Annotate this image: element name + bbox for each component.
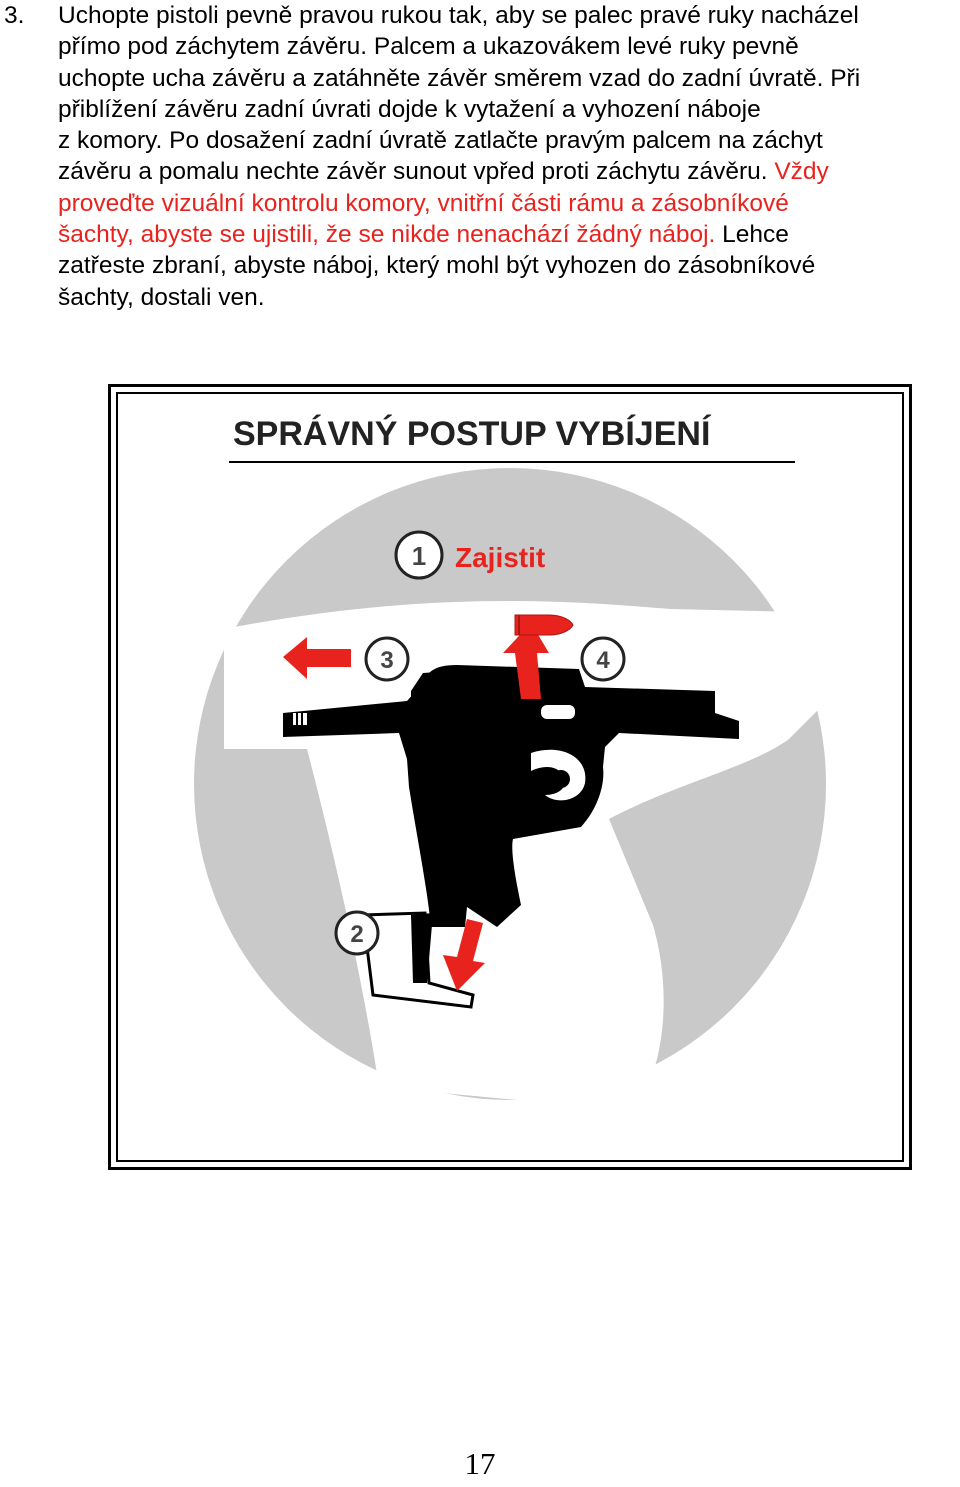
paragraph-text: Uchopte pistoli pevně pravou rukou tak, aby se palec pravé ruky nacházel bbox=[58, 2, 859, 29]
paragraph-text: z komory. Po dosažení zadní úvratě zatlačte pravým palcem na záchyt bbox=[58, 127, 823, 155]
paragraph-line bbox=[58, 156, 958, 187]
paragraph-line bbox=[58, 0, 958, 31]
rear-grip-serration bbox=[293, 713, 307, 725]
figure-title: SPRÁVNÝ POSTUP VYBÍJENÍ bbox=[233, 415, 711, 453]
paragraph-text: uchopte ucha závěru a zatáhněte závěr směrem vzad do zadní úvratě. Při bbox=[58, 64, 861, 92]
paragraph-line bbox=[58, 63, 958, 94]
paragraph-line bbox=[58, 31, 958, 62]
paragraph-text: přímo pod záchytem závěru. Palcem a ukazovákem levé ruky pevně bbox=[58, 33, 799, 61]
paragraph-line bbox=[58, 125, 958, 156]
step-2-number: 2 bbox=[350, 921, 364, 948]
paragraph-line bbox=[58, 282, 958, 313]
highlighted-text: šachty, abyste se ujistili, že se nikde nenachází žádný náboj. bbox=[58, 221, 716, 249]
unloading-figure bbox=[108, 384, 912, 1170]
step-1-label: Zajistit bbox=[455, 542, 546, 573]
step-1-number: 1 bbox=[411, 541, 427, 571]
paragraph-text: zatřeste zbraní, abyste náboj, který mohl být vyhozen do zásobníkové bbox=[58, 252, 816, 280]
paragraph-line bbox=[58, 219, 958, 250]
page-number: 17 bbox=[464, 1446, 496, 1481]
ejection-port bbox=[541, 705, 575, 719]
list-item-number: 3. bbox=[4, 2, 25, 29]
paragraph-text: šachty, dostali ven. bbox=[58, 283, 265, 311]
instruction-paragraph bbox=[58, 0, 958, 313]
paragraph-text: závěru a pomalu nechte závěr sunout vpřed proti záchytu závěru. bbox=[58, 158, 775, 186]
step-4-number: 4 bbox=[596, 647, 610, 674]
step-3-number: 3 bbox=[380, 647, 394, 674]
paragraph-text: Lehce bbox=[715, 221, 789, 249]
cartridge-icon bbox=[515, 615, 573, 635]
paragraph-line bbox=[58, 188, 958, 219]
paragraph-line bbox=[58, 94, 958, 125]
highlighted-text: proveďte vizuální kontrolu komory, vnitřní části rámu a zásobníkové bbox=[58, 189, 789, 217]
highlighted-text: Vždy bbox=[774, 158, 829, 186]
paragraph-line bbox=[58, 250, 958, 281]
unloading-illustration bbox=[111, 387, 909, 1167]
paragraph-text: přiblížení závěru zadní úvrati dojde k vytažení a vyhození náboje bbox=[58, 95, 761, 123]
